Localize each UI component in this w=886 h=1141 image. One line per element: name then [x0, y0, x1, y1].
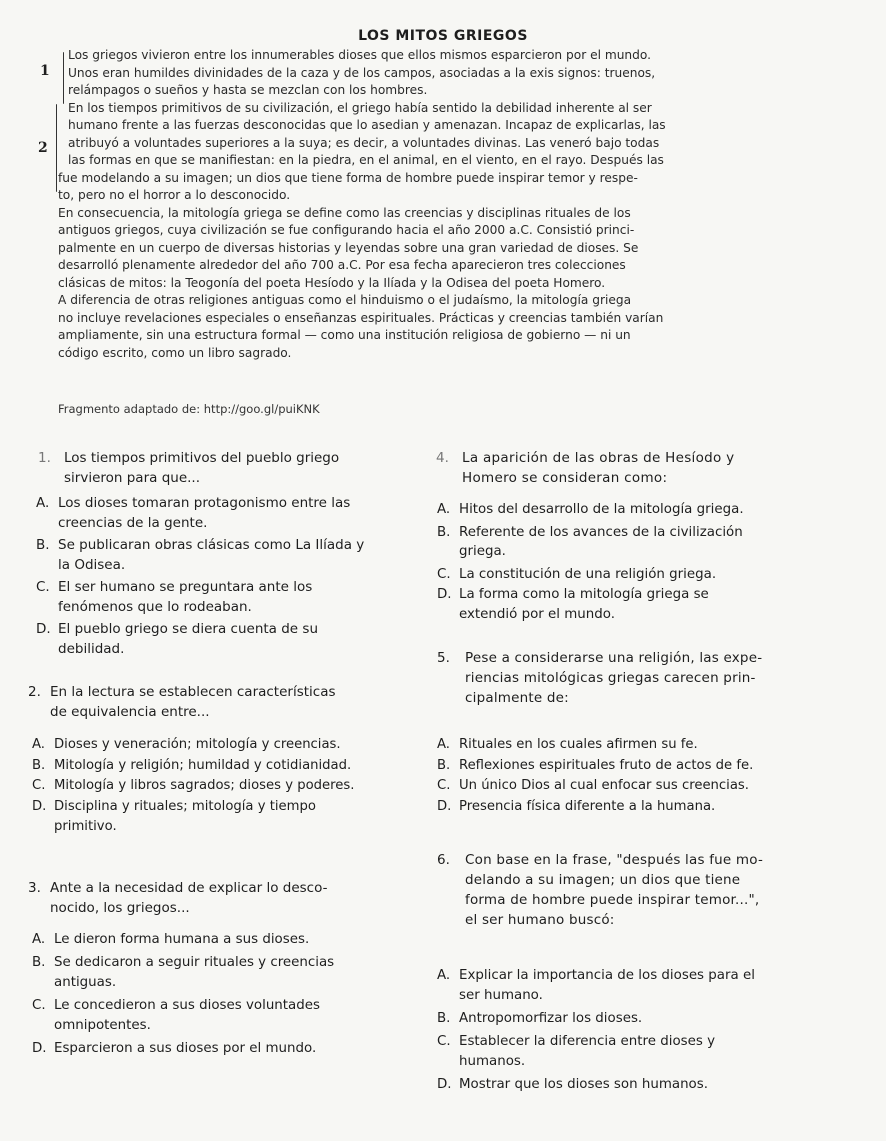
reading-line: las formas en que se manifiestan: en la piedra, en el animal, en el viento, en el rayo. Después las [68, 153, 664, 167]
question-stem [28, 682, 428, 722]
question-2 [28, 682, 428, 722]
question-stem [436, 448, 856, 488]
question-3-options [32, 930, 422, 1059]
question-stem-line: cipalmente de: [465, 690, 569, 706]
question-4 [436, 448, 856, 488]
reading-line: ampliamente, sin una estructura formal — como una institución religiosa de gobierno — ni un [58, 328, 631, 342]
question-2-options [32, 735, 422, 838]
question-stem-line: sirvieron para que... [64, 470, 201, 486]
question-stem-line: delando a su imagen; un dios que tiene [465, 872, 741, 888]
question-6-options [437, 966, 857, 1095]
reading-text [58, 47, 848, 362]
question-stem [437, 850, 857, 930]
question-stem-line: En la lectura se establecen características [50, 684, 336, 700]
reading-line: desarrolló plenamente alrededor del año 700 a.C. Por esa fecha aparecieron tres colecciones [58, 258, 626, 272]
reading-line: Los griegos vivieron entre los innumerables dioses que ellos mismos esparcieron por el mundo. [68, 48, 652, 62]
reading-line: A diferencia de otras religiones antiguas como el hinduismo o el judaísmo, la mitología griega [58, 293, 632, 307]
question-stem-line: Con base en la frase, "después las fue mo- [465, 852, 764, 868]
question-stem-line: Los tiempos primitivos del pueblo griego [64, 450, 340, 466]
option-c[interactable]: C. Establecer la diferencia entre dioses y humanos. [437, 1034, 716, 1069]
option-d[interactable]: D. La forma como la mitología griega se extendió por el mundo. [437, 587, 709, 622]
option-d[interactable]: D. Esparcieron a sus dioses por el mundo. [32, 1041, 317, 1056]
option-d[interactable]: D. Disciplina y rituales; mitología y tiempo primitivo. [32, 798, 316, 834]
question-6 [437, 850, 857, 930]
option-b[interactable]: B. Se publicaran obras clásicas como La Ilíada y la Odisea. [36, 537, 365, 573]
reading-line: to, pero no el horror a lo desconocido. [58, 188, 291, 202]
question-stem-line: el ser humano buscó: [465, 912, 615, 928]
option-a[interactable]: A. Explicar la importancia de los dioses para el ser humano. [437, 968, 755, 1003]
question-stem [38, 448, 418, 488]
question-5 [437, 648, 857, 708]
option-c[interactable]: C. La constitución de una religión griega. [437, 566, 717, 582]
option-a[interactable]: A. Los dioses tomaran protagonismo entre las creencias de la gente. [36, 495, 351, 531]
option-a[interactable]: A. Dioses y veneración; mitología y creencias. [32, 737, 341, 752]
question-number: 1. [38, 450, 51, 466]
option-d[interactable]: D. Presencia física diferente a la humana. [437, 798, 716, 814]
paragraph-brace-2 [56, 104, 57, 192]
option-d[interactable]: D. El pueblo griego se diera cuenta de su debilidad. [36, 621, 318, 657]
reading-line: clásicas de mitos: la Teogonía del poeta Hesíodo y la Ilíada y la Odisea del poeta Homero. [58, 275, 606, 290]
option-c[interactable]: C. Un único Dios al cual enfocar sus creencias. [437, 778, 749, 793]
question-number: 5. [437, 650, 450, 666]
question-number: 6. [437, 852, 450, 868]
reading-line: antiguos griegos, cuya civilización se fue configurando hacia el año 2000 a.C. Consistió princi- [58, 223, 635, 237]
reading-line: Unos eran humildes divinidades de la caza y de los campos, asociadas a la exis signos: truenos, [68, 65, 656, 80]
option-d[interactable]: D. Mostrar que los dioses son humanos. [437, 1077, 708, 1092]
option-c[interactable]: C. Le concedieron a sus dioses voluntades omnipotentes. [32, 998, 320, 1033]
question-stem-line: Pese a considerarse una religión, las expe- [465, 650, 763, 666]
option-b[interactable]: B. Antropomorfizar los dioses. [437, 1011, 643, 1026]
reading-line: En consecuencia, la mitología griega se define como las creencias y disciplinas rituales de los [58, 205, 631, 220]
option-c[interactable]: C. El ser humano se preguntara ante los fenómenos que lo rodeaban. [36, 579, 313, 615]
question-stem-line: Homero se consideran como: [462, 470, 668, 486]
question-stem-line: forma de hombre puede inspirar temor...", [465, 892, 760, 908]
page-title: LOS MITOS GRIEGOS [358, 28, 528, 44]
question-4-options [437, 500, 857, 624]
question-number: 3. [28, 880, 41, 896]
option-a[interactable]: A. Le dieron forma humana a sus dioses. [32, 932, 310, 947]
reading-line: fue modelando a su imagen; un dios que tiene forma de hombre puede inspirar temor y respe- [58, 170, 638, 185]
paragraph-marker-1: 1 [40, 63, 50, 79]
paragraph-marker-2: 2 [38, 140, 48, 156]
reading-line: relámpagos o sueños y hasta se mezclan con los hombres. [68, 83, 428, 97]
question-1-options [36, 494, 416, 659]
option-b[interactable]: B. Reflexiones espirituales fruto de actos de fe. [437, 757, 754, 773]
reading-line: humano frente a las fuerzas desconocidas que lo asedian y amenazan. Incapaz de explicarlas, las [68, 118, 666, 132]
option-b[interactable]: B. Referente de los avances de la civilización griega. [437, 524, 743, 559]
reading-line: código escrito, como un libro sagrado. [58, 345, 292, 360]
reading-line: En los tiempos primitivos de su civilización, el griego había sentido la debilidad inherente al ser [68, 100, 652, 115]
question-number: 2. [28, 684, 41, 700]
option-c[interactable]: C. Mitología y libros sagrados; dioses y poderes. [32, 778, 355, 793]
question-stem-line: Ante a la necesidad de explicar lo desco- [50, 880, 328, 896]
question-3 [28, 878, 428, 918]
option-b[interactable]: B. Mitología y religión; humildad y cotidianidad. [32, 757, 352, 773]
question-stem [437, 648, 857, 708]
source-citation: Fragmento adaptado de: http://goo.gl/puiKNK [58, 402, 320, 416]
option-a[interactable]: A. Hitos del desarrollo de la mitología griega. [437, 502, 744, 517]
option-a[interactable]: A. Rituales en los cuales afirmen su fe. [437, 737, 698, 752]
question-number: 4. [436, 450, 449, 466]
question-stem-line: La aparición de las obras de Hesíodo y [462, 450, 735, 466]
question-stem-line: de equivalencia entre... [50, 704, 210, 720]
reading-line: palmente en un cuerpo de diversas historias y leyendas sobre una gran variedad de dioses. Se [58, 240, 639, 255]
option-b[interactable]: B. Se dedicaron a seguir rituales y creencias antiguas. [32, 955, 335, 990]
question-stem-line: riencias mitológicas griegas carecen prin- [465, 670, 756, 686]
question-stem [28, 878, 428, 918]
question-stem-line: nocido, los griegos... [50, 900, 190, 916]
question-1 [38, 448, 418, 488]
reading-line: atribuyó a voluntades superiores a la suya; es decir, a voluntades divinas. Las veneró bajo todas [68, 135, 660, 150]
question-5-options [437, 735, 857, 817]
reading-line: no incluye revelaciones especiales o enseñanzas espirituales. Prácticas y creencias también varían [58, 310, 664, 325]
